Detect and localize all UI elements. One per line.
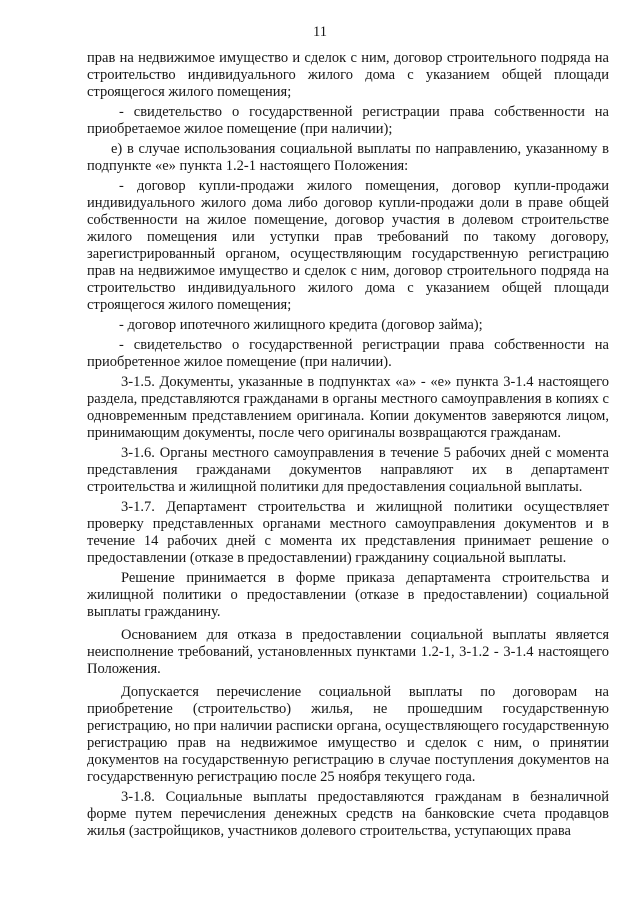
paragraph-refusal-grounds: Основанием для отказа в предоставлении социальной выплаты является неисполнение требований, установленных пунктами 1.2-1, 3-1.2 - 3-1.4 настоящего Положения. [87, 627, 609, 677]
paragraph-3-1-7: 3-1.7. Департамент строительства и жилищной политики осуществляет проверку представленных органами местного самоуправления документов и в течение 14 рабочих дней с момента их представления принимает решение о предоставлении (отказе в предоставлении) гражданину социальной выплаты. [87, 499, 609, 566]
paragraph-continuation: прав на недвижимое имущество и сделок с ним, договор строительного подряда на строительство индивидуального жилого дома с указанием общей площади строящегося жилого помещения; [87, 50, 609, 100]
paragraph-subpoint-e: е) в случае использования социальной выплаты по направлению, указанному в подпункте «е» пункта 1.2-1 настоящего Положения: [87, 141, 609, 174]
paragraph-3-1-6: 3-1.6. Органы местного самоуправления в течение 5 рабочих дней с момента представления гражданами документов направляют их в департамент строительства и жилищной политики для предоставления социальной выплаты. [87, 445, 609, 495]
paragraph-list-item: - свидетельство о государственной регистрации права собственности на приобретаемое жилое помещение (при наличии); [87, 104, 609, 137]
page-number: 11 [313, 24, 327, 40]
paragraph-permitted-transfer: Допускается перечисление социальной выплаты по договорам на приобретение (строительство) жилья, не прошедшим государственную регистрацию, но при наличии расписки органа, осуществляющего государственную регистрацию прав на недвижимое имущество и сделок с ним, о принятии документов на государственную регистрацию в случае поступления документов на государственную регистрацию после 25 ноября текущего года. [87, 684, 609, 785]
paragraph-list-item: - свидетельство о государственной регистрации права собственности на приобретенное жилое помещение (при наличии). [87, 337, 609, 370]
paragraph-list-item: - договор ипотечного жилищного кредита (договор займа); [119, 317, 483, 333]
paragraph-3-1-5: 3-1.5. Документы, указанные в подпунктах «а» - «е» пункта 3-1.4 настоящего раздела, представляются гражданами в органы местного самоуправления в копиях с одновременным представлением оригинала. Копии документов заверяются лицом, принимающим документы, после чего оригиналы возвращаются гражданам. [87, 374, 609, 441]
paragraph-list-item: - договор купли-продажи жилого помещения, договор купли-продажи индивидуального жилого дома либо договор купли-продажи доли в праве общей собственности на жилое помещение, договор участия в долевом строительстве жилого помещения или уступки прав требований по такому договору, зарегистрированный органом, осуществляющим государственную регистрацию прав на недвижимое имущество и сделок с ним, договор строительного подряда на строительство индивидуального жилого дома с указанием общей площади строящегося жилого помещения; [87, 178, 609, 313]
document-body [87, 50, 609, 843]
paragraph-decision: Решение принимается в форме приказа департамента строительства и жилищной политики о предоставлении (отказе в предоставлении) социальной выплаты гражданину. [87, 570, 609, 620]
paragraph-3-1-8: 3-1.8. Социальные выплаты предоставляются гражданам в безналичной форме путем перечисления денежных средств на банковские счета продавцов жилья (застройщиков, участников долевого строительства, уступающих права [87, 789, 609, 839]
